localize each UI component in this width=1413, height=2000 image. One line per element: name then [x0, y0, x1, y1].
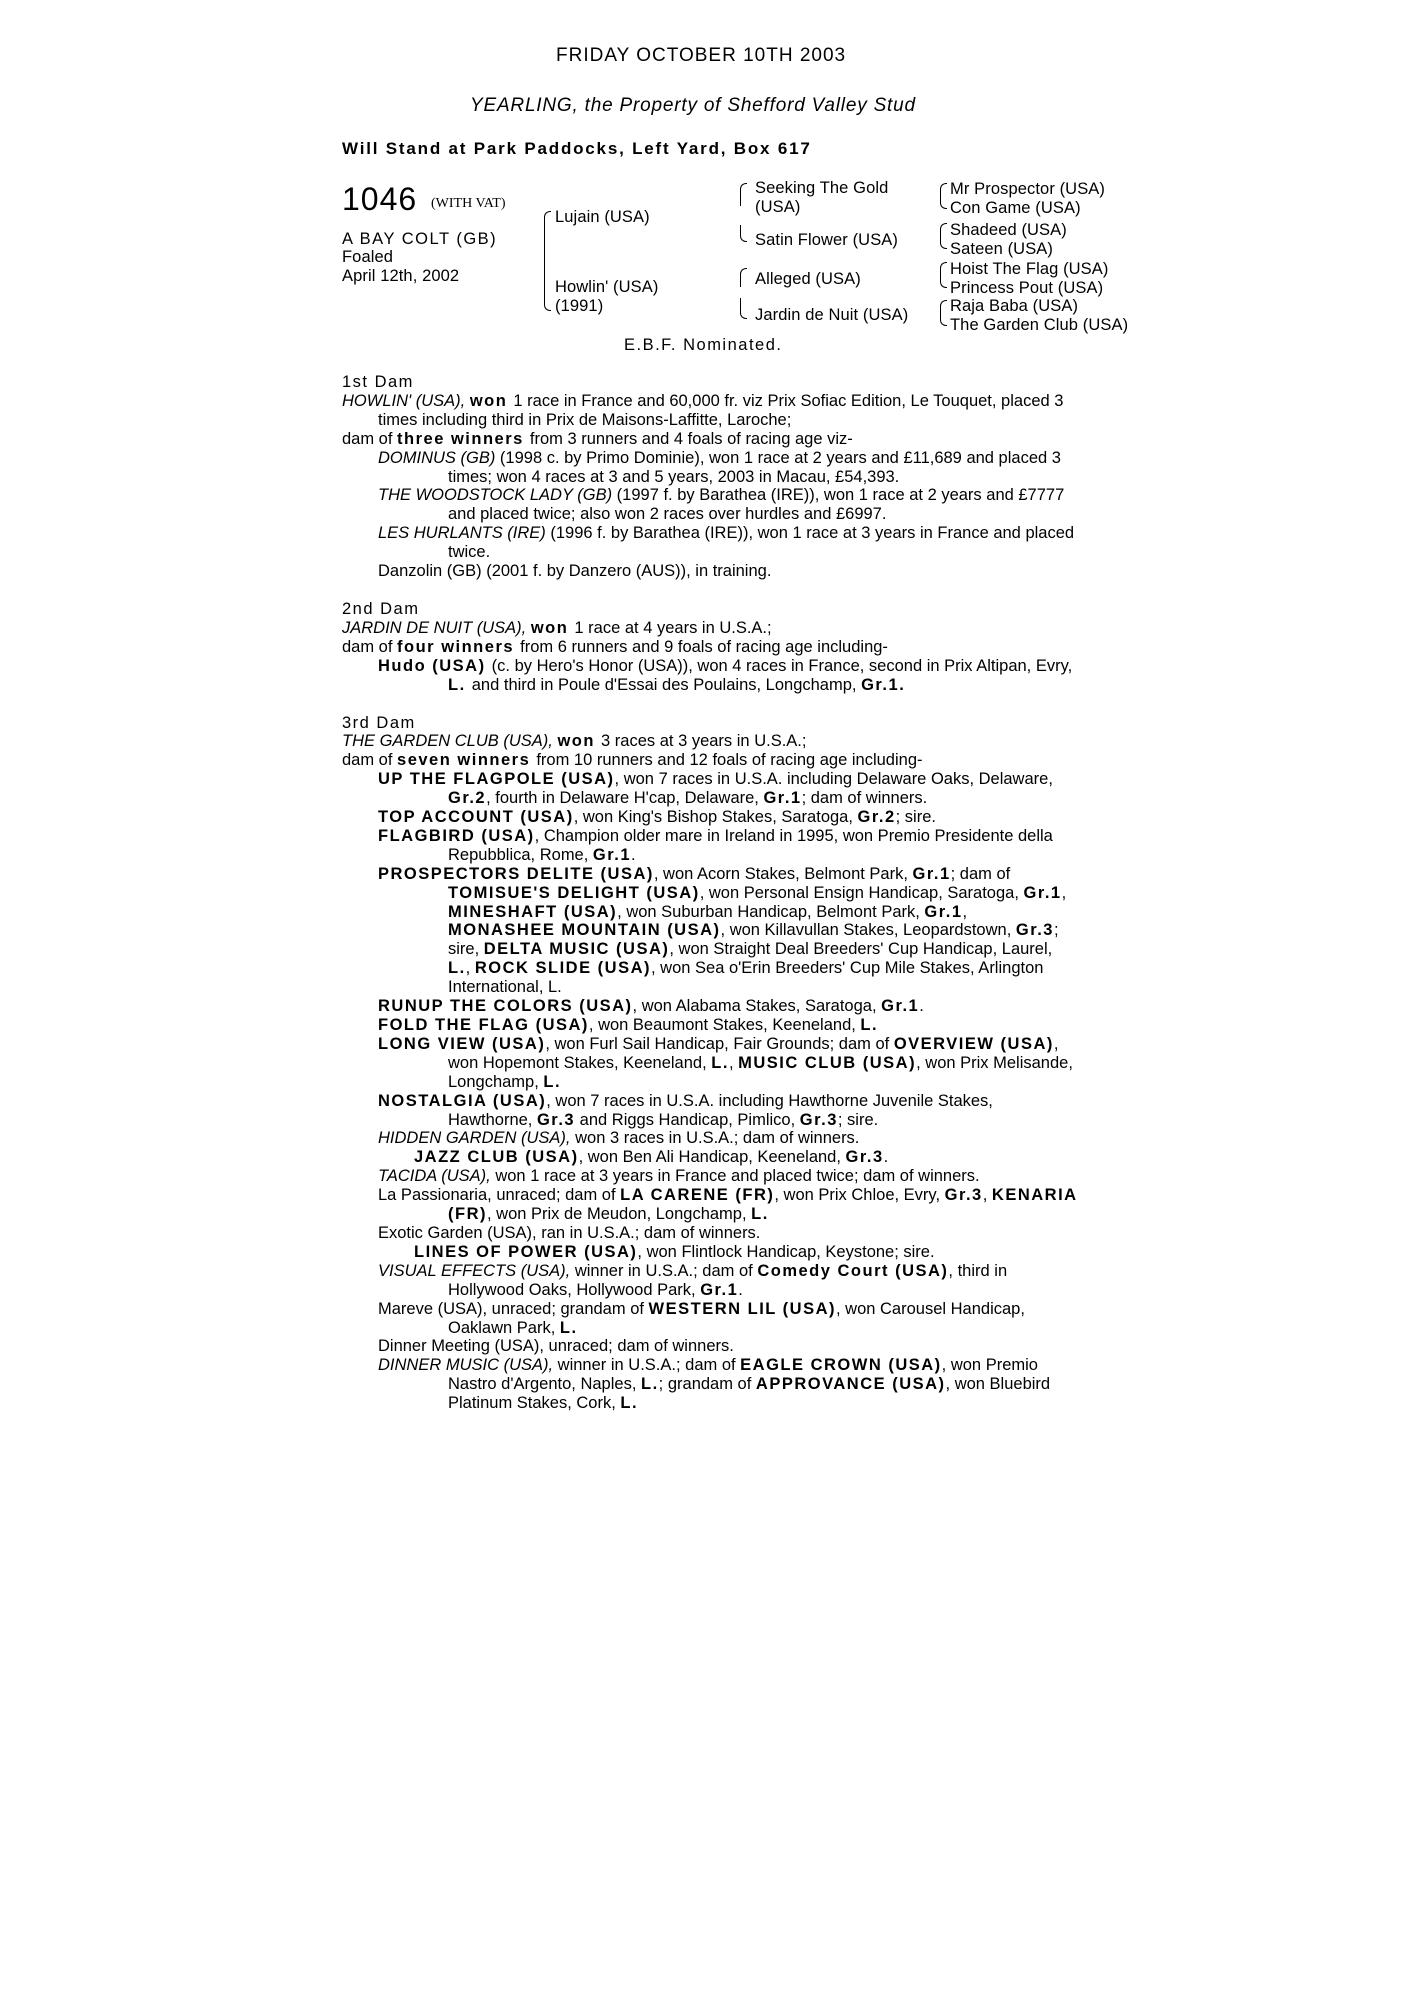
ancestor-name: Mr Prospector (USA) [950, 180, 1106, 198]
text-line: dam of seven winners from 10 runners and 12 foals of racing age including- [342, 751, 923, 770]
sire-name: Lujain (USA) [555, 208, 650, 226]
text-line: La Passionaria, unraced; dam of LA CARENE (FR), won Prix Chloe, Evry, Gr.3, KENARIA (FR), won Prix de Meudon, Longchamp, L. [378, 1186, 1077, 1224]
section-heading: 3rd Dam [342, 713, 416, 732]
dam-sire-name: Alleged (USA) [755, 270, 861, 288]
text-line: DOMINUS (GB) (1998 c. by Primo Dominie), won 1 race at 2 years and £11,689 and placed 3 times; won 4 races at 3 and 5 years, 2003 in Macau, £54,393. [378, 448, 1061, 486]
text-line: LES HURLANTS (IRE) (1996 f. by Barathea (IRE)), won 1 race at 3 years in France and placed twice. [378, 524, 1075, 562]
sire-dam-name: Satin Flower (USA) [755, 231, 899, 249]
foaled-label: Foaled [342, 248, 394, 266]
dam-name: Howlin' (USA) [555, 278, 659, 296]
pedigree-brace [940, 223, 947, 236]
stand-location: Will Stand at Park Paddocks, Left Yard, Box 617 [342, 139, 812, 158]
pedigree-brace [940, 275, 947, 288]
text-line: JAZZ CLUB (USA), won Ben Ali Handicap, Keeneland, Gr.3. [414, 1148, 889, 1167]
text-line: JARDIN DE NUIT (USA), won 1 race at 4 years in U.S.A.; [342, 618, 772, 637]
pedigree-brace [940, 313, 947, 326]
pedigree-brace [740, 183, 747, 206]
pedigree-brace [940, 262, 947, 275]
sire-sire-name: Seeking The Gold [755, 179, 889, 197]
text-line: FOLD THE FLAG (USA), won Beaumont Stakes, Keeneland, L. [378, 1016, 879, 1034]
text-line: PROSPECTORS DELITE (USA), won Acorn Stakes, Belmont Park, Gr.1; dam of TOMISUE'S DELIGHT (USA), won Personal Ensign Handicap, Saratoga, Gr.1, MINESHAFT (USA), won Suburban Handicap, Belmont Park, Gr.1, MONASHEE MOUNTAIN (USA), won Killavullan Stakes, Leopardstown, Gr.3; sire, DELTA MUSIC (USA), won Straight Deal Breeders' Cup Handicap, Laurel, L., ROCK SLIDE (USA), won Sea o'Erin Breeders' Cup Mile Stakes, Arlington International, L. [378, 864, 1067, 997]
text-line: HIDDEN GARDEN (USA), won 3 races in U.S.A.; dam of winners. [378, 1129, 860, 1148]
pedigree-brace [940, 196, 947, 209]
text-line: RUNUP THE COLORS (USA), won Alabama Stakes, Saratoga, Gr.1. [378, 997, 924, 1016]
pedigree-brace [940, 236, 947, 249]
ancestor-name: Shadeed (USA) [950, 221, 1067, 239]
pedigree-brace [940, 300, 947, 313]
text-line: LINES OF POWER (USA), won Flintlock Handicap, Keystone; sire. [414, 1242, 935, 1261]
text-line: dam of three winners from 3 runners and 4 foals of racing age viz- [342, 429, 853, 448]
lot-title: YEARLING, the Property of Shefford Valley Stud [470, 95, 916, 116]
ancestor-name: Princess Pout (USA) [950, 279, 1104, 297]
dam-year: (1991) [555, 297, 604, 315]
text-line: Mareve (USA), unraced; grandam of WESTERN LIL (USA), won Carousel Handicap, Oaklawn Park, L. [378, 1299, 1025, 1337]
pedigree-brace [740, 298, 747, 319]
text-line: Danzolin (GB) (2001 f. by Danzero (AUS)), in training. [378, 562, 772, 581]
pedigree-brace [544, 211, 551, 260]
text-line: LONG VIEW (USA), won Furl Sail Handicap, Fair Grounds; dam of OVERVIEW (USA), won Hopemont Stakes, Keeneland, L., MUSIC CLUB (USA), won Prix Melisande, Longchamp, L. [378, 1034, 1073, 1091]
ancestor-name: Hoist The Flag (USA) [950, 260, 1109, 278]
text-line: FLAGBIRD (USA), Champion older mare in Ireland in 1995, won Premio Presidente della Repubblica, Rome, Gr.1. [378, 826, 1053, 864]
ancestor-name: Sateen (USA) [950, 240, 1053, 258]
text-line: TACIDA (USA), won 1 race at 3 years in France and placed twice; dam of winners. [378, 1167, 980, 1186]
ebf-nomination: E.B.F. Nominated. [624, 336, 783, 354]
lot-number: 1046 [342, 181, 418, 217]
section-heading: 2nd Dam [342, 599, 420, 618]
sire-sire-name: (USA) [755, 198, 801, 216]
text-line: DINNER MUSIC (USA), winner in U.S.A.; dam of EAGLE CROWN (USA), won Premio Nastro d'Argento, Naples, L.; grandam of APPROVANCE (USA), won Bluebird Platinum Stakes, Cork, L. [378, 1356, 1051, 1413]
section-heading: 1st Dam [342, 373, 414, 391]
text-line: Dinner Meeting (USA), unraced; dam of winners. [378, 1337, 734, 1356]
sale-date: FRIDAY OCTOBER 10TH 2003 [556, 45, 847, 66]
text-line: dam of four winners from 6 runners and 9 foals of racing age including- [342, 637, 888, 656]
pedigree-brace [740, 225, 747, 242]
text-line: Hudo (USA) (c. by Hero's Honor (USA)), won 4 races in France, second in Prix Altipan, Evry, L. and third in Poule d'Essai des Poulains, Longchamp, Gr.1. [378, 656, 1073, 694]
colt-description: A BAY COLT (GB) [342, 230, 498, 248]
text-line: VISUAL EFFECTS (USA), winner in U.S.A.; dam of Comedy Court (USA), third in Hollywood Oaks, Hollywood Park, Gr.1. [378, 1261, 1008, 1299]
catalogue-text [342, 373, 1079, 1413]
text-line: HOWLIN' (USA), won 1 race in France and 60,000 fr. viz Prix Sofiac Edition, Le Touquet, placed 3 times including third in Prix de Maisons-Laffitte, Laroche; [342, 391, 1064, 429]
dam-dam-name: Jardin de Nuit (USA) [755, 306, 909, 324]
text-line: THE GARDEN CLUB (USA), won 3 races at 3 years in U.S.A.; [342, 732, 807, 751]
text-line: TOP ACCOUNT (USA), won King's Bishop Stakes, Saratoga, Gr.2; sire. [378, 808, 936, 827]
pedigree-brace [740, 268, 747, 287]
ancestor-name: Con Game (USA) [950, 199, 1081, 217]
pedigree-brace [940, 183, 947, 196]
text-line: THE WOODSTOCK LADY (GB) (1997 f. by Barathea (IRE)), won 1 race at 2 years and £7777 and placed twice; also won 2 races over hurdles and £6997. [378, 486, 1065, 524]
text-line: Exotic Garden (USA), ran in U.S.A.; dam of winners. [378, 1223, 761, 1242]
ancestor-name: The Garden Club (USA) [950, 316, 1129, 334]
pedigree-brace [544, 260, 551, 311]
text-line: NOSTALGIA (USA), won 7 races in U.S.A. including Hawthorne Juvenile Stakes, Hawthorne, Gr.3 and Riggs Handicap, Pimlico, Gr.3; sire. [378, 1091, 993, 1129]
vat-note: (WITH VAT) [431, 196, 506, 211]
ancestor-name: Raja Baba (USA) [950, 297, 1079, 315]
text-line: UP THE FLAGPOLE (USA), won 7 races in U.S.A. including Delaware Oaks, Delaware, Gr.2, fourth in Delaware H'cap, Delaware, Gr.1; dam of winners. [378, 770, 1053, 808]
foaled-date: April 12th, 2002 [342, 267, 460, 285]
